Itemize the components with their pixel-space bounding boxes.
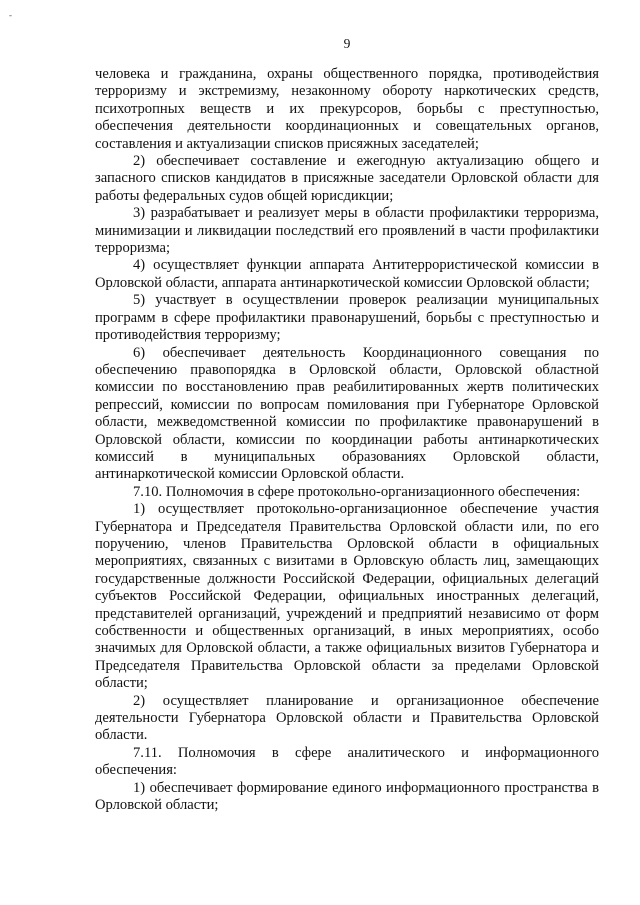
document-body xyxy=(95,66,599,814)
paragraph-municipal-programs: 5) участвует в осуществлении проверок реализации муниципальных программ в сфере профилактики правонарушений, борьбы с преступностью и противодействия терроризму; xyxy=(95,292,599,344)
section-heading-7-11: 7.11. Полномочия в сфере аналитического и информационного обеспечения: xyxy=(95,744,599,779)
paragraph-coordination-meetings: 6) обеспечивает деятельность Координационного совещания по обеспечению правопорядка в Орловской области, Орловской областной комиссии по восстановлению прав реабилитированных жертв политических репрессий, комиссии по вопросам помилования при Губернаторе Орловской области, межведомственной комиссии по профилактике правонарушений в Орловской области, комиссии по координации работы антинаркотических комиссий в муниципальных образованиях Орловской области, антинаркотической комиссии Орловской области. xyxy=(95,344,599,483)
section-heading-7-10: 7.10. Полномочия в сфере протокольно-организационного обеспечения: xyxy=(133,483,581,500)
paragraph-information-space: 1) обеспечивает формирование единого информационного пространства в Орловской области; xyxy=(95,779,599,814)
paragraph-planning-support: 2) осуществляет планирование и организационное обеспечение деятельности Губернатора Орловской области и Правительства Орловской области. xyxy=(95,692,599,744)
paragraph-protection-of-rights: человека и гражданина, охраны общественного порядка, противодействия терроризму и экстремизму, незаконному обороту наркотических средств, психотропных веществ и их прекурсоров, борьбы с преступностью, обеспечения деятельности координационных и совещательных органов, составления и актуализации списков присяжных заседателей; xyxy=(95,66,599,152)
corner-mark: - xyxy=(9,10,12,20)
page-number: 9 xyxy=(343,36,351,51)
paragraph-jurors-lists: 2) обеспечивает составление и ежегодную актуализацию общего и запасного списков кандидатов в присяжные заседатели Орловской области для работы федеральных судов общей юрисдикции; xyxy=(95,153,599,204)
paragraph-protocol-support: 1) осуществляет протокольно-организационное обеспечение участия Губернатора и Председателя Правительства Орловской области или, по его поручению, членов Правительства Орловской области в официальных мероприятиях, связанных с визитами в Орловскую область лиц, замещающих государственные должности Российской Федерации, официальных делегаций субъектов Российской Федерации, официальных иностранных делегаций, представителей организаций, учреждений и предприятий независимо от форм собственности и общественных организаций, в иных мероприятиях, особо значимых для Орловской области, а также официальных визитов Губернатора и Председателя Правительства Орловской области за пределами Орловской области; xyxy=(95,501,599,692)
paragraph-terrorism-prevention: 3) разрабатывает и реализует меры в области профилактики терроризма, минимизации и ликвидации последствий его проявлений в части профилактики терроризма; xyxy=(95,205,599,257)
paragraph-antiterror-commission: 4) осуществляет функции аппарата Антитеррористической комиссии в Орловской области, аппарата антинаркотической комиссии Орловской области; xyxy=(95,257,599,291)
